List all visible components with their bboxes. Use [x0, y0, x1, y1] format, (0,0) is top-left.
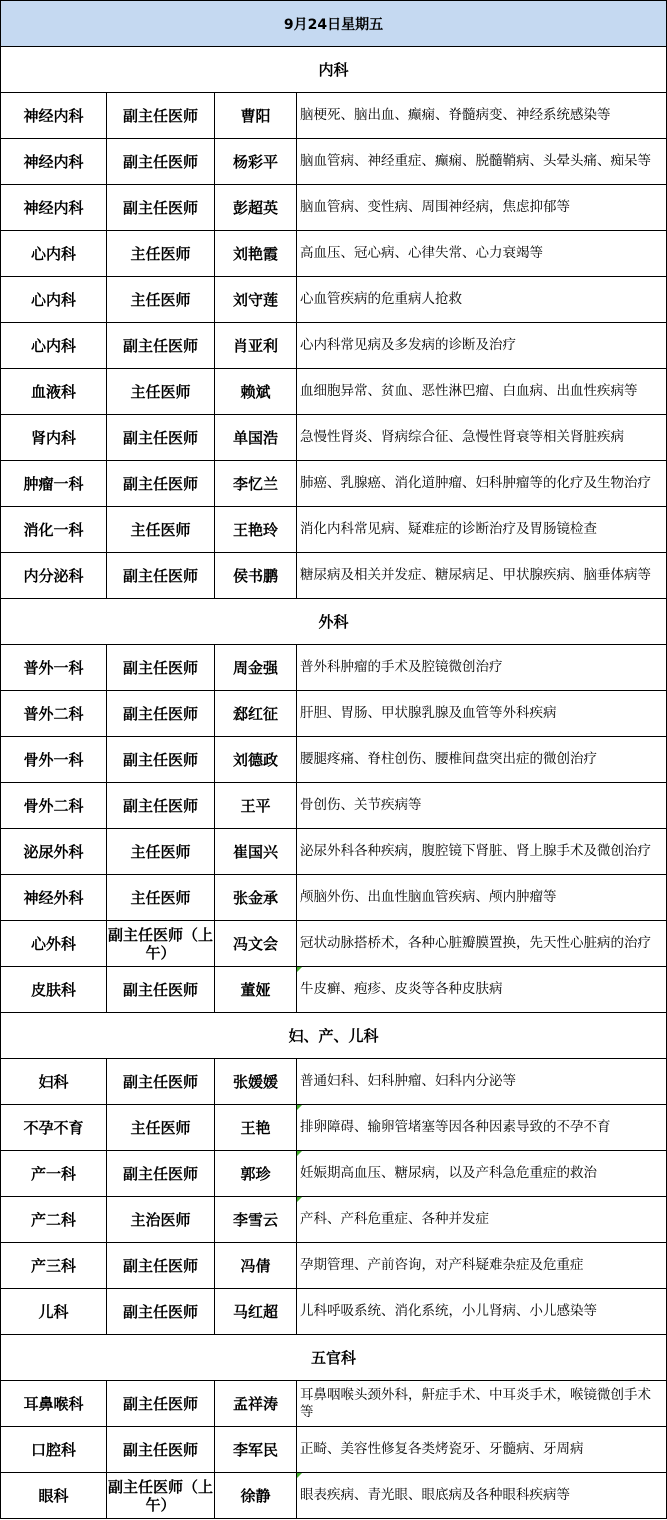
table-row	[1, 93, 667, 139]
doctor-name: 侯书鹏	[215, 553, 297, 599]
department-cell: 内分泌科	[1, 553, 107, 599]
doctor-name: 崔国兴	[215, 829, 297, 875]
section-title: 外科	[1, 599, 667, 645]
doctor-name: 郄红征	[215, 691, 297, 737]
table-row	[1, 645, 667, 691]
title-cell: 主任医师	[107, 507, 215, 553]
specialty-cell: 泌尿外科各种疾病，腹腔镜下肾脏、肾上腺手术及微创治疗	[297, 829, 667, 875]
specialty-cell: 正畸、美容性修复各类烤瓷牙、牙髓病、牙周病	[297, 1427, 667, 1473]
table-row	[1, 415, 667, 461]
table-row	[1, 1381, 667, 1427]
department-cell: 心内科	[1, 323, 107, 369]
specialty-cell: 儿科呼吸系统、消化系统，小儿肾病、小儿感染等	[297, 1289, 667, 1335]
specialty-cell: 消化内科常见病、疑难症的诊断治疗及胃肠镜检查	[297, 507, 667, 553]
department-cell: 妇科	[1, 1059, 107, 1105]
specialty-cell: 脑血管病、变性病、周围神经病，焦虑抑郁等	[297, 185, 667, 231]
specialty-cell: 耳鼻咽喉头颈外科，鼾症手术、中耳炎手术，喉镜微创手术等	[297, 1381, 667, 1427]
table-row	[1, 1059, 667, 1105]
department-cell: 神经外科	[1, 875, 107, 921]
doctor-name: 赖斌	[215, 369, 297, 415]
section-header-row	[1, 599, 667, 645]
title-cell: 主任医师	[107, 875, 215, 921]
specialty-cell: 普外科肿瘤的手术及腔镜微创治疗	[297, 645, 667, 691]
specialty-cell: 牛皮癣、疱疹、皮炎等各种皮肤病	[297, 967, 667, 1013]
doctor-name: 李忆兰	[215, 461, 297, 507]
department-cell: 不孕不育	[1, 1105, 107, 1151]
specialty-cell: 孕期管理、产前咨询，对产科疑难杂症及危重症	[297, 1243, 667, 1289]
department-cell: 产三科	[1, 1243, 107, 1289]
doctor-name: 肖亚利	[215, 323, 297, 369]
department-cell: 肿瘤一科	[1, 461, 107, 507]
title-cell: 副主任医师	[107, 1151, 215, 1197]
table-row	[1, 139, 667, 185]
doctor-name: 刘德政	[215, 737, 297, 783]
table-row	[1, 323, 667, 369]
doctor-name: 刘守莲	[215, 277, 297, 323]
title-cell: 副主任医师	[107, 93, 215, 139]
table-row	[1, 783, 667, 829]
department-cell: 神经内科	[1, 139, 107, 185]
title-cell: 副主任医师	[107, 553, 215, 599]
title-cell: 副主任医师（上午）	[107, 921, 215, 967]
department-cell: 眼科	[1, 1473, 107, 1519]
table-row	[1, 461, 667, 507]
specialty-cell: 眼表疾病、青光眼、眼底病及各种眼科疾病等	[297, 1473, 667, 1519]
table-row	[1, 1151, 667, 1197]
department-cell: 口腔科	[1, 1427, 107, 1473]
department-cell: 血液科	[1, 369, 107, 415]
table-row	[1, 1473, 667, 1519]
section-title: 内科	[1, 47, 667, 93]
table-row	[1, 967, 667, 1013]
doctor-name: 李雪云	[215, 1197, 297, 1243]
specialty-cell: 心血管疾病的危重病人抢救	[297, 277, 667, 323]
department-cell: 骨外一科	[1, 737, 107, 783]
department-cell: 肾内科	[1, 415, 107, 461]
title-cell: 主任医师	[107, 829, 215, 875]
table-row	[1, 1427, 667, 1473]
table-row	[1, 1105, 667, 1151]
doctor-name: 郭珍	[215, 1151, 297, 1197]
department-cell: 产一科	[1, 1151, 107, 1197]
department-cell: 神经内科	[1, 93, 107, 139]
specialty-cell: 冠状动脉搭桥术，各种心脏瓣膜置换，先天性心脏病的治疗	[297, 921, 667, 967]
specialty-cell: 颅脑外伤、出血性脑血管疾病、颅内肿瘤等	[297, 875, 667, 921]
schedule-body	[1, 1, 667, 1519]
department-cell: 神经内科	[1, 185, 107, 231]
specialty-cell: 排卵障碍、输卵管堵塞等因各种因素导致的不孕不育	[297, 1105, 667, 1151]
date-header-row	[1, 1, 667, 47]
specialty-cell: 腰腿疼痛、脊柱创伤、腰椎间盘突出症的微创治疗	[297, 737, 667, 783]
doctor-name: 冯文会	[215, 921, 297, 967]
specialty-cell: 普通妇科、妇科肿瘤、妇科内分泌等	[297, 1059, 667, 1105]
department-cell: 心内科	[1, 277, 107, 323]
doctor-name: 王艳	[215, 1105, 297, 1151]
doctor-name: 王平	[215, 783, 297, 829]
department-cell: 耳鼻喉科	[1, 1381, 107, 1427]
table-row	[1, 553, 667, 599]
doctor-name: 孟祥涛	[215, 1381, 297, 1427]
table-row	[1, 507, 667, 553]
title-cell: 副主任医师	[107, 1427, 215, 1473]
title-cell: 副主任医师	[107, 691, 215, 737]
title-cell: 主任医师	[107, 369, 215, 415]
section-title: 妇、产、儿科	[1, 1013, 667, 1059]
section-title: 五官科	[1, 1335, 667, 1381]
table-row	[1, 1243, 667, 1289]
specialty-cell: 骨创伤、关节疾病等	[297, 783, 667, 829]
doctor-name: 徐静	[215, 1473, 297, 1519]
title-cell: 主治医师	[107, 1197, 215, 1243]
title-cell: 副主任医师	[107, 1289, 215, 1335]
section-header-row	[1, 1013, 667, 1059]
title-cell: 副主任医师（上午）	[107, 1473, 215, 1519]
doctor-name: 马红超	[215, 1289, 297, 1335]
specialty-cell: 脑梗死、脑出血、癫痫、脊髓病变、神经系统感染等	[297, 93, 667, 139]
specialty-cell: 急慢性肾炎、肾病综合征、急慢性肾衰等相关肾脏疾病	[297, 415, 667, 461]
title-cell: 副主任医师	[107, 415, 215, 461]
doctor-name: 李军民	[215, 1427, 297, 1473]
doctor-name: 杨彩平	[215, 139, 297, 185]
date-header: 9月24日星期五	[1, 1, 667, 47]
table-row	[1, 1289, 667, 1335]
doctor-name: 彭超英	[215, 185, 297, 231]
table-row	[1, 277, 667, 323]
specialty-cell: 肺癌、乳腺癌、消化道肿瘤、妇科肿瘤等的化疗及生物治疗	[297, 461, 667, 507]
doctor-name: 张金承	[215, 875, 297, 921]
table-row	[1, 1197, 667, 1243]
specialty-cell: 心内科常见病及多发病的诊断及治疗	[297, 323, 667, 369]
title-cell: 副主任医师	[107, 645, 215, 691]
table-row	[1, 737, 667, 783]
department-cell: 骨外二科	[1, 783, 107, 829]
title-cell: 副主任医师	[107, 185, 215, 231]
specialty-cell: 肝胆、胃肠、甲状腺乳腺及血管等外科疾病	[297, 691, 667, 737]
specialty-cell: 高血压、冠心病、心律失常、心力衰竭等	[297, 231, 667, 277]
doctor-name: 刘艳霞	[215, 231, 297, 277]
table-row	[1, 691, 667, 737]
specialty-cell: 产科、产科危重症、各种并发症	[297, 1197, 667, 1243]
title-cell: 主任医师	[107, 1105, 215, 1151]
title-cell: 副主任医师	[107, 1381, 215, 1427]
title-cell: 副主任医师	[107, 737, 215, 783]
table-row	[1, 875, 667, 921]
title-cell: 主任医师	[107, 277, 215, 323]
doctor-name: 董娅	[215, 967, 297, 1013]
specialty-cell: 血细胞异常、贫血、恶性淋巴瘤、白血病、出血性疾病等	[297, 369, 667, 415]
department-cell: 泌尿外科	[1, 829, 107, 875]
section-header-row	[1, 1335, 667, 1381]
specialty-cell: 妊娠期高血压、糖尿病，以及产科急危重症的救治	[297, 1151, 667, 1197]
title-cell: 主任医师	[107, 231, 215, 277]
doctor-name: 张媛媛	[215, 1059, 297, 1105]
title-cell: 副主任医师	[107, 461, 215, 507]
doctor-name: 周金强	[215, 645, 297, 691]
specialty-cell: 脑血管病、神经重症、癫痫、脱髓鞘病、头晕头痛、痴呆等	[297, 139, 667, 185]
doctor-name: 王艳玲	[215, 507, 297, 553]
title-cell: 副主任医师	[107, 1059, 215, 1105]
doctor-name: 单国浩	[215, 415, 297, 461]
table-row	[1, 369, 667, 415]
department-cell: 心内科	[1, 231, 107, 277]
department-cell: 消化一科	[1, 507, 107, 553]
title-cell: 副主任医师	[107, 139, 215, 185]
table-row	[1, 829, 667, 875]
table-row	[1, 231, 667, 277]
title-cell: 副主任医师	[107, 1243, 215, 1289]
specialty-cell: 糖尿病及相关并发症、糖尿病足、甲状腺疾病、脑垂体病等	[297, 553, 667, 599]
department-cell: 儿科	[1, 1289, 107, 1335]
doctor-name: 冯倩	[215, 1243, 297, 1289]
department-cell: 皮肤科	[1, 967, 107, 1013]
department-cell: 心外科	[1, 921, 107, 967]
department-cell: 普外一科	[1, 645, 107, 691]
table-row	[1, 185, 667, 231]
title-cell: 副主任医师	[107, 323, 215, 369]
doctor-name: 曹阳	[215, 93, 297, 139]
department-cell: 普外二科	[1, 691, 107, 737]
title-cell: 副主任医师	[107, 967, 215, 1013]
section-header-row	[1, 47, 667, 93]
department-cell: 产二科	[1, 1197, 107, 1243]
table-row	[1, 921, 667, 967]
title-cell: 副主任医师	[107, 783, 215, 829]
